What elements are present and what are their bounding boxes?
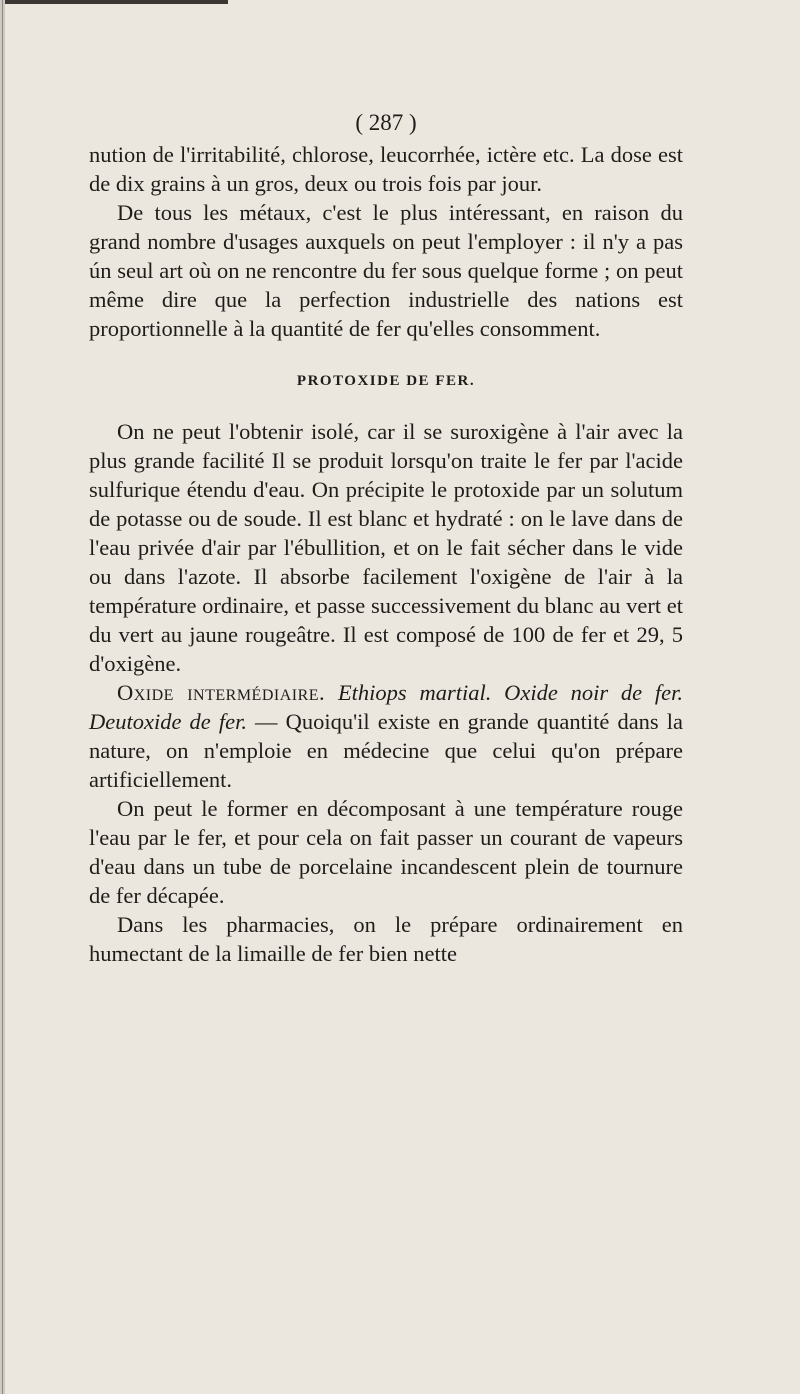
text-block xyxy=(89,108,683,968)
page-number: ( 287 ) xyxy=(355,110,417,135)
paragraph-1: nution de l'irritabilité, chlorose, leucorrhée, ictère etc. La dose est de dix grains à un gros, deux ou trois fois par jour. xyxy=(89,142,683,196)
page-edge-line xyxy=(2,0,3,1394)
paragraph-4 xyxy=(89,678,683,794)
section-heading: PROTOXIDE DE FER. xyxy=(296,373,476,389)
paragraph-5: On peut le former en décomposant à une température rouge l'eau par le fer, et pour cela on fait passer un courant de vapeurs d'eau dans un tube de porcelaine incandescent plein de tournure de fer décapée. xyxy=(89,796,683,908)
paragraph-3: On ne peut l'obtenir isolé, car il se suroxigène à l'air avec la plus grande facilité Il se produit lorsqu'on traite le fer par l'acide sulfurique étendu d'eau. On précipite le protoxide par un solutum de potasse ou de soude. Il est blanc et hydraté : on le lave dans de l'eau privée d'air par l'ébullition, et on le fait sécher dans le vide ou dans l'azote. Il absorbe facilement l'oxigène de l'air à la température ordinaire, et passe successivement du blanc au vert et du vert au jaune rougeâtre. Il est composé de 100 de fer et 29, 5 d'oxigène. xyxy=(89,419,683,676)
paragraph-6: Dans les pharmacies, on le prépare ordinairement en humectant de la limaille de fer bien nette xyxy=(89,912,683,966)
top-rule xyxy=(0,0,228,4)
synonyms-italic: Ethiops martial. Oxide noir de fer. Deutoxide de fer. xyxy=(89,680,683,734)
paragraph-2: De tous les métaux, c'est le plus intéressant, en raison du grand nombre d'usages auxquels on peut l'employer : il n'y a pas ún seul art où on ne rencontre du fer sous quelque forme ; on peut même dire que la perfection industrielle des nations est proportionnelle à la quantité de fer qu'elles consomment. xyxy=(89,200,683,341)
paragraph-4-text: — Quoiqu'il existe en grande quantité dans la nature, on n'emploie en médecine que celui qu'on prépare artificiellement. xyxy=(89,709,683,792)
subsection-heading: Oxide intermédiaire. xyxy=(117,680,326,705)
page-edge xyxy=(0,0,5,1394)
